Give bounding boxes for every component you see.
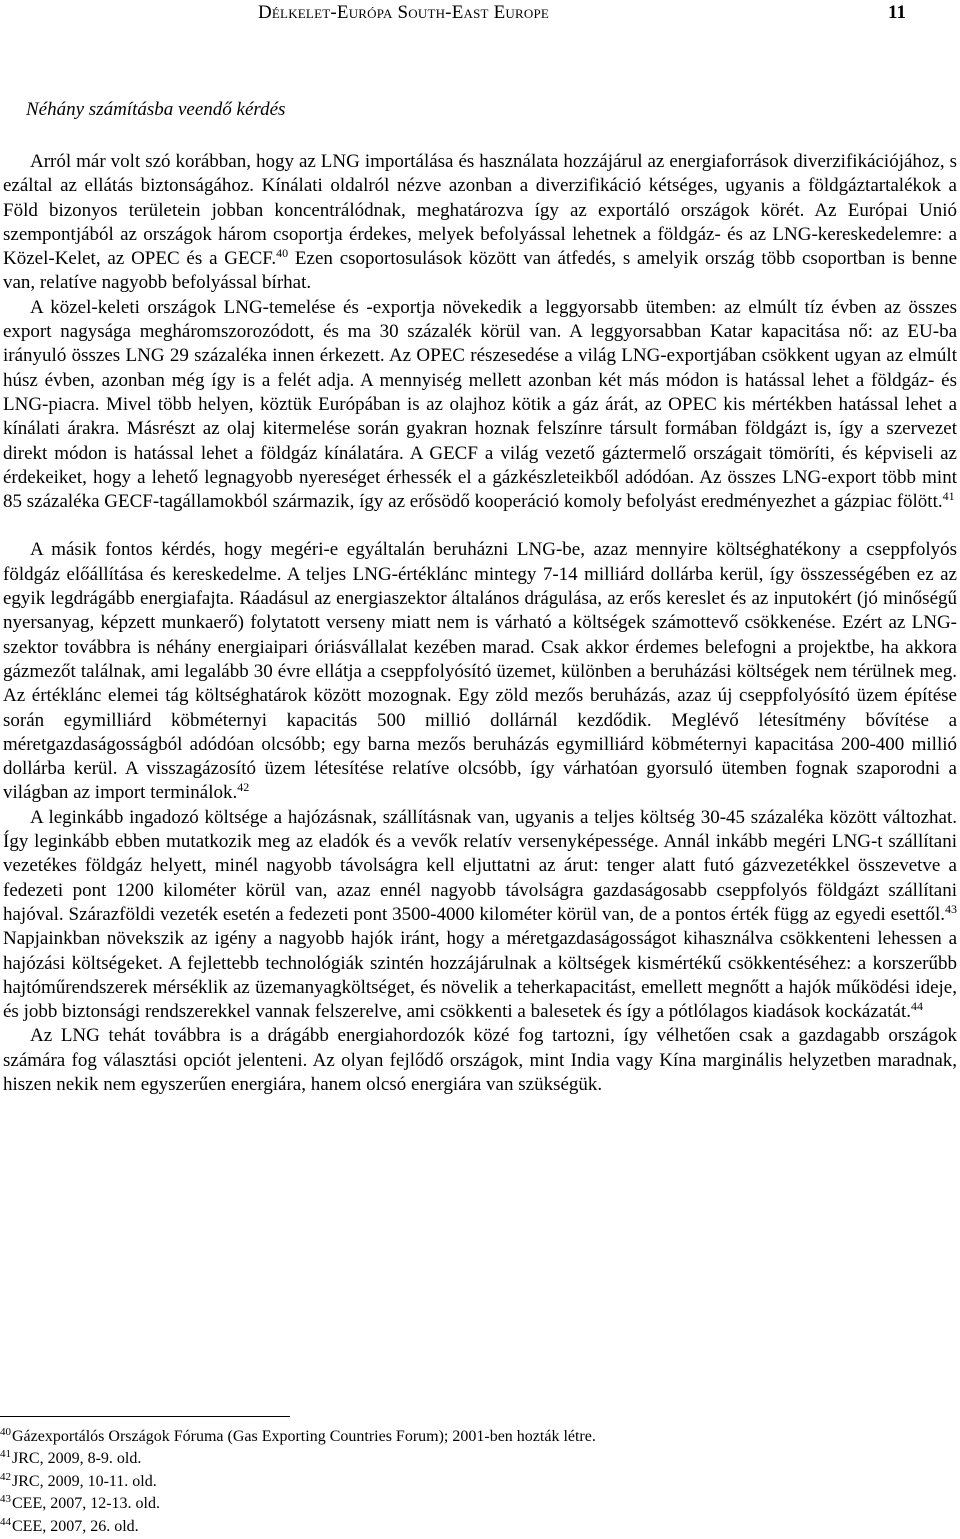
footnote-item: [0, 1448, 960, 1470]
footnote-reference[interactable]: 43: [945, 901, 957, 916]
body-paragraph: [3, 1024, 957, 1097]
body-paragraph: [3, 296, 957, 515]
footnote-item: [0, 1471, 960, 1493]
running-title: Délkelet-Európa South-East Europe: [258, 2, 550, 23]
paragraph-text: Arról már volt szó korábban, hogy az LNG importálása és használata hozzájárul az energiaforrások diverzifikációjához, s ezáltal az ellátás biztonságához. Kínálati oldalról nézve azonban a diverzifikáció kétséges, ugyanis a földgáztartalékok a Föld bizonyos területein jobban koncentrálódnak, meghatározva így az exportáló országok körét. Az Európai Unió szempontjából az országok három csoportja érdekes, melyek befolyással lehetnek a földgáz- és az LNG-kereskedelemre: a Közel-Kelet, az OPEC és a GECF.: [3, 151, 957, 270]
paragraph-text: Ezen csoportosulások között van átfedés, s amelyik ország több csoportban is benne van, relatíve nagyobb befolyással bírhat.: [3, 248, 958, 294]
footnotes: [0, 1426, 960, 1538]
paragraph-text: A közel-keleti országok LNG-temelése és -exportja növekedik a leggyorsabb ütemben: az elmúlt tíz évben az összes export nagysága megháromszorozódott, és ma 30 százalék körül van. A leggyorsabban Katar kapacitása nő: az EU-ba irányuló összes LNG 29 százaléka innen érkezett. Az OPEC részesedése a világ LNG-exportjában csökkent ugyan az elmúlt húsz évben, azonban még így is a felét adja. A mennyiség mellett azonban két más módon is hatással lehet a földgáz- és LNG-piacra. Mivel több helyen, köztük Európában is az olajhoz kötik a gáz árát, az OPEC kis mértékben hatással lehet a kínálati árakra. Másrészt az olaj kitermelése során gyakran hoznak felszínre társult formában földgázt is, így a szervezet direkt módon is hatással lehet a földgáz kínálatára. A GECF a világ vezető gáztermelő országait tömöríti, és képviseli az érdekeiket, hogy a lehető legnagyobb nyereséget érhessék el a gázkészleteikből adódóan. Az összes LNG-export több mint 85 százaléka GECF-tagállamokból származik, így az erősödő kooperáció komoly befolyást eredményezhet a gázpiac fölött.: [3, 296, 957, 513]
page-number: 11: [888, 2, 906, 23]
running-header: [0, 2, 960, 28]
footnote-number: 42: [0, 1470, 11, 1483]
body-paragraph: [3, 538, 957, 805]
body-text: [0, 150, 960, 1097]
footnote-reference[interactable]: 40: [276, 246, 289, 261]
footnote-text: CEE, 2007, 12-13. old.: [12, 1495, 160, 1513]
paragraph-text: Napjainkban növekszik az igény a nagyobb hajók iránt, hogy a méretgazdaságosságot kihasználva csökkenteni lehessen a hajózási költségeket. A fejlettebb technológiák szintén hozzájárulnak a költségek kismértékű csökkentéséhez: a korszerűbb hajtóműrendszerek mérséklik az üzemanyagköltséget, és növelik a teherkapacitást, emellett megnőtt a hajók működési ideje, és jobb biztonsági rendszerekkel vannak felszerelve, ami csökkenti a balesetek és így a pótlólagos kiadások kockázatát.: [3, 928, 957, 1023]
footnote-reference[interactable]: 42: [237, 780, 250, 795]
body-paragraph: [3, 806, 957, 1025]
body-paragraph: [3, 150, 957, 296]
footnote-item: [0, 1493, 960, 1515]
footnote-reference[interactable]: 41: [942, 489, 955, 504]
section-title: Néhány számításba veendő kérdés: [26, 99, 286, 120]
footnote-number: 43: [0, 1493, 11, 1506]
footnote-text: JRC, 2009, 8-9. old.: [12, 1450, 142, 1468]
footnote-text: Gázexportálós Országok Fóruma (Gas Exporting Countries Forum); 2001-ben hozták létre.: [12, 1428, 596, 1445]
paragraph-text: A másik fontos kérdés, hogy megéri-e egyáltalán beruházni LNG-be, azaz mennyire költséghatékony a cseppfolyós földgáz előállítása és kereskedelme. A teljes LNG-értéklánc mintegy 7-14 milliárd dollárba kerül, így összességében ez az egyik legdrágább energiafajta. Ráadásul az energiaszektor általános drágulása, az erős kereslet és az inputokért (jó minőségű nyersanyag, képzett munkaerő) folytatott verseny miatt nem is várható a költségek számottevő csökkenése. Ezért az LNG-szektor továbbra is néhány energiaipari óriásvállalat kezében marad. Csak akkor érdemes belefogni a projektbe, ha akkora gázmezőt találnak, ami legalább 30 évre ellátja a cseppfolyósító üzemet, különben a beruházási költségek nem térülnek meg. Az értéklánc elemei tág költséghatárok között mozognak. Egy zöld mezős beruházás, azaz új cseppfolyósító üzem építése során egymilliárd köbméternyi kapacitás 500 millió dollárnál kezdődik. Meglévő létesítmény bővítése a méretgazdaságosságból adódóan olcsóbb; egy barna mezős beruházás egymilliárd köbméternyi kapacitása 200-400 millió dollárba kerül. A visszagázosító üzem létesítése relatíve olcsóbb, így várhatóan gyorsuló ütemben fognak szaporodni a világban az import terminálok.: [3, 539, 957, 804]
footnote-divider: [0, 1416, 290, 1417]
footnote-number: 40: [0, 1426, 11, 1438]
footnote-reference[interactable]: 44: [910, 999, 923, 1014]
footnote-item: [0, 1426, 960, 1448]
footnote-number: 41: [0, 1448, 11, 1461]
footnote-text: CEE, 2007, 26. old.: [12, 1517, 139, 1535]
paragraph-text: Az LNG tehát továbbra is a drágább energiahordozók közé fog tartozni, így vélhetően csak a gazdagabb országok számára fog választási opciót jelenteni. Az olyan fejlődő országok, mint India vagy Kína marginális helyzetben maradnak, hiszen nekik nem egyszerűen energiára, hanem olcsó energiára van szükségük.: [3, 1025, 957, 1095]
footnote-number: 44: [0, 1515, 11, 1528]
paragraph-text: A leginkább ingadozó költsége a hajózásnak, szállításnak van, ugyanis a teljes költség 30-45 százaléka között változhat. Így leginkább ebben mutatkozik meg az eladók és a vevők relatív versenyképessége. Annál inkább megéri LNG-t szállítani vezetékes földgáz helyett, minél nagyobb távolságra kell eljuttatni az árut: tenger alatt futó gázvezetékkel összevetve a fedezeti pont 1200 kilométer körül van, azaz ennél nagyobb távolságra gazdaságosabb cseppfolyós földgázt szállítani hajóval. Szárazföldi vezeték esetén a fedezeti pont 3500-4000 kilométer körül van, de a pontos érték függ az egyedi esettől.: [3, 806, 957, 925]
footnote-text: JRC, 2009, 10-11. old.: [12, 1472, 157, 1490]
footnote-item: [0, 1516, 960, 1538]
